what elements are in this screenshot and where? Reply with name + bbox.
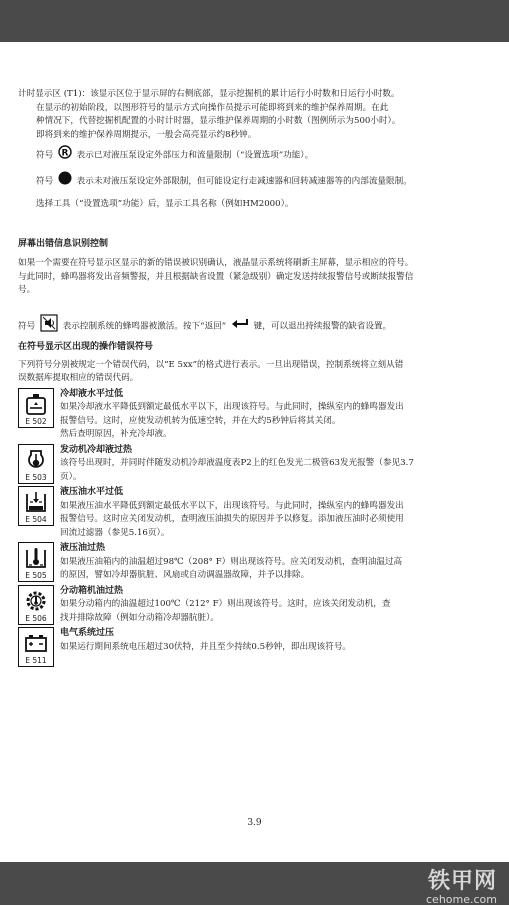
- error-desc-line: 报警信号。这时，应使发动机转为低速空转，并在大约5秒钟后将其关闭。: [60, 415, 341, 426]
- error-title: 电气系统过压: [60, 628, 115, 638]
- top-bar: [0, 0, 509, 42]
- error-title: 液压油水平过低: [60, 487, 124, 497]
- watermark-brand: 铁甲网: [427, 869, 497, 894]
- error-item-e505: [18, 542, 494, 583]
- error-desc-line: 报警信号。这时应关闭发动机，查明液压油损失的原因并予以修复。添加液压油时必须使用: [60, 514, 404, 524]
- coolant-level-icon: [18, 388, 54, 428]
- error-desc-line: 如果运行期间系统电压超过30伏特，并且至少持续0.5秒钟，即出现该符号。: [60, 641, 352, 652]
- error-list: [18, 388, 494, 668]
- error-title: 发动机冷却液过热: [60, 444, 133, 455]
- watermark: [426, 870, 497, 906]
- error-id-line-1: 如果一个需要在符号显示区显示的新的错误被识别确认，液晶显示系统将刷新主屏幕，显示相应的符号。: [18, 258, 414, 268]
- dot-symbol-text: 表示未对液压泵设定外部限制，但可能设定行走减速器和回转减速器等的内部流量限制。: [76, 175, 412, 186]
- error-item-e506: [18, 585, 494, 626]
- error-id-heading: 屏幕出错信息识别控制: [18, 238, 109, 249]
- error-desc-line: 的原因，譬如冷却器肮脏、风扇或自动调温器故障，并予以排除。: [60, 570, 310, 580]
- error-desc-line: 找并排除故障（例如分动箱冷却器肮脏）。: [60, 612, 219, 623]
- error-desc-line: 页）。: [60, 471, 82, 482]
- meter-line-2: 在显示的初始阶段，以图形符号的显示方式向操作员提示可能即将到来的维护保养周期。在此: [36, 102, 389, 113]
- error-title: 分动箱机油过热: [60, 585, 124, 596]
- dot-symbol-line: [18, 171, 494, 191]
- r-symbol-prefix: 符号: [36, 150, 54, 161]
- page-number: 3.9: [247, 818, 262, 828]
- error-desc-line: 回流过滤器（参见5.16页）。: [60, 527, 170, 538]
- error-item-e502: [18, 388, 494, 442]
- error-symbols-line-1: 下列符号分别被规定一个错误代码，以“E 5xx”的格式进行表示。一旦出现错误，控制系统将立刻从错: [18, 359, 404, 370]
- registered-r-icon: [58, 145, 72, 165]
- error-title: 液压油过热: [60, 543, 106, 553]
- meter-line-1: 计时显示区 (T1)：该显示区位于显示屏的右侧底部，显示挖掘机的累计运行小时数和日运行小时数。: [18, 89, 400, 99]
- dot-symbol-prefix: 符号: [36, 175, 54, 186]
- meter-line-3: 种情况下，代替挖掘机配置的小时计时器，显示维护保养周期的小时数（图例所示为500小时）。: [36, 116, 401, 126]
- error-id-section: [18, 238, 494, 338]
- error-desc-line: 如果液压油水平降低到额定最低水平以下，出现该符号。与此同时，操纵室内的蜂鸣器发出: [60, 500, 404, 511]
- meter-section: [18, 88, 494, 212]
- error-symbols-section: [18, 341, 494, 386]
- buzzer-text: 表示控制系统的蜂鸣器被激活。按下“返回”: [62, 320, 227, 331]
- black-dot-icon: [58, 171, 72, 191]
- r-symbol-line: [18, 145, 494, 165]
- battery-voltage-icon: [18, 627, 54, 667]
- error-title: 冷却液水平过低: [60, 388, 124, 399]
- error-item-e504: [18, 486, 494, 540]
- r-symbol-text: 表示已对液压泵设定外部压力和流量限制（“设置选项”功能）。: [76, 150, 314, 161]
- error-code: E 504: [25, 515, 47, 524]
- meter-line-4: 即将到来的维护保养周期提示，一般会高亮显示约8秒钟。: [36, 129, 257, 140]
- error-item-e503: [18, 444, 494, 485]
- error-desc-line: 如果冷却液水平降低到额定最低水平以下，出现该符号。与此同时，操纵室内的蜂鸣器发出: [60, 402, 404, 412]
- buzzer-icon: [40, 314, 58, 338]
- buzzer-line: [18, 314, 494, 338]
- error-code: E 505: [25, 571, 47, 580]
- buzzer-suffix: 键，可以退出持续报警的缺省设置。: [253, 320, 392, 331]
- error-desc-line: 如果分动箱内的油温超过100℃（212° F）则出现该符号。这时，应该关闭发动机，查: [60, 599, 391, 609]
- hydraulic-oil-temp-icon: [18, 542, 54, 582]
- tool-line: 选择工具（“设置选项”功能）后，显示工具名称（例如HM2000）。: [36, 199, 294, 209]
- watermark-domain: cehome.com: [426, 893, 497, 906]
- error-desc-line: 如果液压油箱内的油温超过98℃（208° F）则出现该符号。应关闭发动机，查明油温过高: [60, 556, 403, 567]
- error-code: E 503: [25, 472, 47, 482]
- engine-coolant-temp-icon: [18, 444, 54, 484]
- error-desc-line: 然后查明原因，补充冷却液。: [60, 429, 172, 439]
- error-item-e511: [18, 627, 494, 667]
- manual-page: [18, 88, 494, 667]
- error-desc-line: 该符号出现时，并同时伴随发动机冷却液温度表P2上的红色发光二极管63发光报警（参见3.7: [60, 458, 414, 468]
- return-key-icon: [231, 318, 249, 334]
- error-code: E 506: [25, 613, 47, 623]
- buzzer-prefix: 符号: [18, 320, 36, 331]
- r-glyph: R: [61, 148, 69, 159]
- error-id-line-3: 号。: [18, 285, 36, 295]
- error-symbols-heading: 在符号显示区出现的操作错误符号: [18, 342, 154, 352]
- error-id-line-2: 与此同时，蜂鸣器将发出音频警报，并且根据缺省设置（紧急级别）确定发送持续报警信号或断续报警信: [18, 271, 414, 282]
- error-code: E 511: [25, 656, 47, 665]
- error-code: E 502: [25, 416, 47, 426]
- error-symbols-line-2: 误数据库提取相应的错误代码。: [18, 373, 139, 383]
- hydraulic-oil-level-icon: [18, 486, 54, 526]
- transfer-box-oil-temp-icon: [18, 585, 54, 625]
